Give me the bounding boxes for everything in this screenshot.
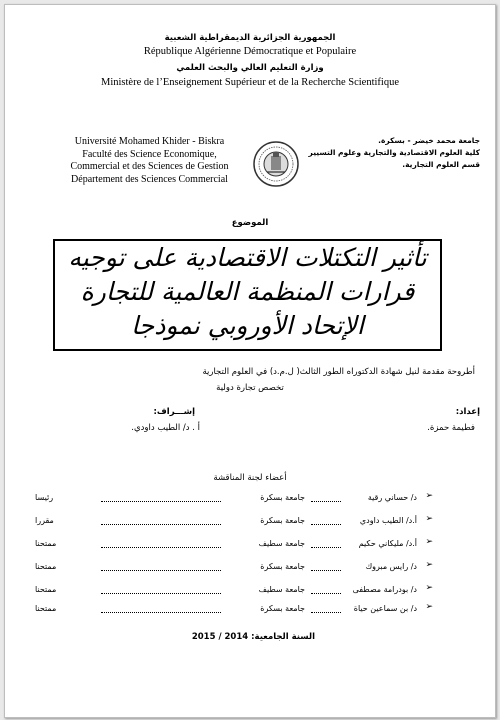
title-line-3: الإتحاد الأوروبي نموذجا: [131, 311, 364, 340]
dotted-leader: [311, 543, 341, 548]
jury-role: مقررا: [35, 516, 54, 525]
title-line-1: تأثير التكتلات الاقتصادية على توجيه: [68, 243, 427, 272]
jury-university: جامعة بسكرة: [260, 516, 305, 525]
supervisor-name: أ . د/ الطيب داودي.: [131, 423, 200, 433]
header-ministry-ar: وزارة التعليم العالي والبحث العلمي: [176, 63, 324, 73]
academic-year-label: السنة الجامعية:: [251, 632, 315, 642]
supervisor-label: إشـــراف:: [153, 407, 195, 417]
dotted-leader: [311, 520, 341, 525]
academic-year-value: 2015 / 2014: [191, 632, 249, 642]
academic-year: [191, 632, 315, 642]
specialty: تخصص تجارة دولية: [216, 383, 284, 393]
university-ar-block: [305, 135, 480, 171]
university-ar-line2: كلية العلوم الاقتصادية والتجارية وعلوم التسيير: [308, 148, 480, 157]
header-republic-ar: الجمهورية الجزائرية الديمقراطية الشعبية: [164, 33, 336, 43]
thesis-description: أطروحة مقدمة لنيل شهادة الدكتوراه الطور الثالث( ل.م.د) في العلوم التجارية: [202, 367, 475, 377]
university-fr-line3: Commercial et des Sciences de Gestion: [70, 161, 229, 172]
jury-role: ممتحنا: [35, 585, 57, 594]
title-line-2: قرارات المنظمة العالمية للتجارة: [80, 277, 415, 306]
jury-role: ممتحنا: [35, 539, 57, 548]
jury-role: رئيسا: [35, 493, 54, 502]
jury-row: [35, 514, 433, 531]
arrow-bullet-icon: ➢: [425, 602, 433, 612]
jury-role: ممتحنا: [35, 604, 57, 613]
jury-name: د/ بودرامة مصطفى: [352, 585, 417, 594]
jury-row: [35, 491, 433, 508]
jury-university: جامعة سطيف: [258, 585, 305, 594]
jury-row: [35, 583, 433, 600]
jury-row: [35, 602, 433, 619]
header-ministry-fr: Ministère de l’Enseignement Supérieur et de la Recherche Scientifique: [101, 77, 399, 88]
dotted-leader: [101, 497, 221, 502]
arrow-bullet-icon: ➢: [425, 560, 433, 570]
jury-name: أ.د/ الطيب داودي: [359, 516, 417, 525]
prepared-by-name: فطيمة حمزة.: [427, 423, 475, 433]
dotted-leader: [101, 608, 221, 613]
prepared-by-label: إعداد:: [455, 407, 480, 417]
subject-label: الموضوع: [231, 218, 269, 228]
jury-university: جامعة بسكرة: [260, 562, 305, 571]
dotted-leader: [311, 497, 341, 502]
dotted-leader: [101, 566, 221, 571]
jury-name: د/ بن سماعين حياة: [353, 604, 417, 613]
jury-name: د/ رايس مبروك: [365, 562, 417, 571]
arrow-bullet-icon: ➢: [425, 514, 433, 524]
university-ar-line1: جامعة محمد خيضر - بسكرة.: [378, 136, 480, 145]
university-fr-block: [57, 136, 242, 186]
arrow-bullet-icon: ➢: [425, 537, 433, 547]
jury-row: [35, 537, 433, 554]
dotted-leader: [101, 589, 221, 594]
dotted-leader: [311, 608, 341, 613]
dotted-leader: [311, 566, 341, 571]
dotted-leader: [101, 520, 221, 525]
arrow-bullet-icon: ➢: [425, 491, 433, 501]
university-fr-line4: Département des Sciences Commercial: [71, 173, 228, 185]
jury-row: [35, 560, 433, 577]
jury-university: جامعة بسكرة: [260, 604, 305, 613]
jury-university: جامعة بسكرة: [260, 493, 305, 502]
jury-university: جامعة سطيف: [258, 539, 305, 548]
university-ar-line3: قسم العلوم التجارية.: [402, 160, 480, 169]
university-fr-line2: Faculté des Science Economique,: [82, 148, 217, 160]
document-page: [4, 4, 496, 718]
jury-name: د/ حساني رقية: [367, 493, 417, 502]
arrow-bullet-icon: ➢: [425, 583, 433, 593]
dotted-leader: [101, 543, 221, 548]
university-fr-line1: Université Mohamed Khider - Biskra: [74, 136, 225, 147]
header-republic-fr: République Algérienne Démocratique et Populaire: [143, 46, 357, 57]
dotted-leader: [311, 589, 341, 594]
university-logo-icon: [252, 140, 300, 188]
jury-role: ممتحنا: [35, 562, 57, 571]
jury-title: أعضاء لجنة المناقشة: [213, 473, 287, 483]
thesis-title-box: [53, 239, 442, 351]
jury-name: أ.د/ مليكاني حكيم: [358, 539, 417, 548]
